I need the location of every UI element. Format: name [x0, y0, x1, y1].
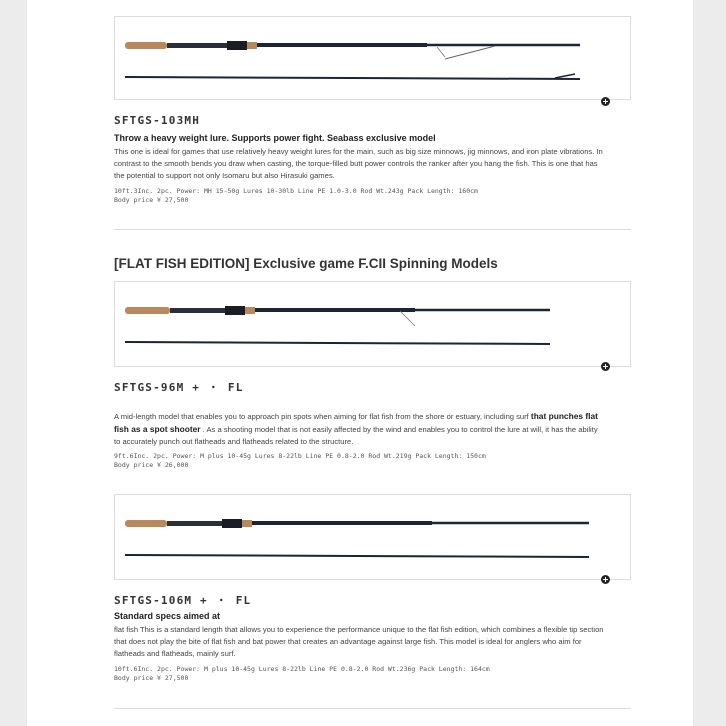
model-name: SFTGS-103MH [114, 114, 201, 127]
plus-circle-icon[interactable] [601, 97, 610, 106]
product-spec [114, 665, 614, 684]
spec-line: 10ft.6Inc. 2pc. Power: M plus 10-45g Lures 8-22lb Line PE 0.8-2.0 Rod Wt.236g Pack Length: 164cm [114, 665, 490, 673]
rod-image-3[interactable] [114, 494, 631, 580]
price-line: Body price ¥ 26,000 [114, 461, 189, 470]
rod-illustration [115, 495, 632, 581]
product-spec [114, 187, 614, 206]
description-text: . As a shooting model that is not easily affected by the wind and enables you to control the lure at will, it has the ability to accurately punch out flatheads and flatheads related to the structure. [114, 425, 598, 447]
rod-illustration [115, 17, 632, 101]
product-page [27, 0, 693, 726]
catch-copy: Standard specs aimed at [114, 611, 221, 621]
price-line: Body price ¥ 27,500 [114, 196, 189, 205]
plus-circle-icon[interactable] [601, 575, 610, 584]
product-description [114, 410, 606, 449]
product-description: This one is ideal for games that use relatively heavy weight lures for the main, such as big size minnows, jig minnows, and iron plate vibrations. In contrast to the smooth bends you draw when casting, the torque-filled butt power controls the ranker after you hang the fish. This is one that has the potential to support not only Isomaru but also Hirasuki games. [114, 147, 603, 181]
product-spec [114, 452, 614, 471]
divider [114, 229, 631, 230]
description-text: A mid-length model that enables you to approach pin spots when aiming for flat fish from the shore or estuary, including surf [114, 412, 531, 421]
description-highlight: that punches flat fish as a spot shooter [114, 411, 598, 435]
price-line: Body price ¥ 27,500 [114, 674, 189, 683]
model-name: SFTGS-106M + ・ FL [114, 594, 252, 607]
plus-circle-icon[interactable] [601, 362, 610, 371]
section-heading: [FLAT FISH EDITION] Exclusive game F.CII Spinning Models [114, 256, 498, 271]
rod-illustration [115, 282, 632, 368]
catch-copy: Throw a heavy weight lure. Supports power fight. Seabass exclusive model [114, 133, 436, 143]
spec-line: 10ft.3Inc. 2pc. Power: MH 15-50g Lures 10-30lb Line PE 1.0-3.0 Rod Wt.243g Pack Length: 160cm [114, 187, 478, 195]
rod-image-1[interactable] [114, 16, 631, 100]
divider [114, 708, 631, 709]
spec-line: 9ft.6Inc. 2pc. Power: M plus 10-45g Lures 8-22lb Line PE 0.8-2.0 Rod Wt.219g Pack Length: 150cm [114, 452, 486, 460]
product-description: flat fish This is a standard length that allows you to experience the performance unique to the flat fish edition, which combines a flexible tip section that does not play the bite of flat fish and bat power that creates an advantage against large fish. This model is ideal for anglers who aim for flatheads and flatheads, mainly surf. [114, 625, 604, 659]
model-name: SFTGS-96M + ・ FL [114, 381, 244, 394]
rod-image-2[interactable] [114, 281, 631, 367]
